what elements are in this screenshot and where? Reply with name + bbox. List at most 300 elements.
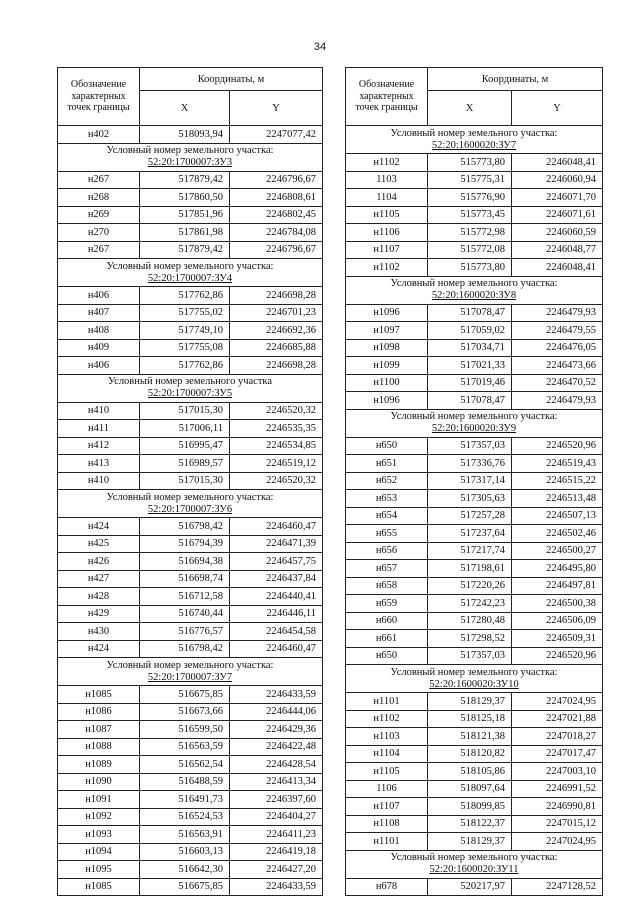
point-id: н1105 [346,763,428,781]
x-coordinate: 517860,50 [140,189,230,207]
table-row [346,171,603,189]
y-coordinate: 2246534,85 [230,437,323,455]
table-row [58,518,323,536]
parcel-number: 52:20:1700007:ЗУ3 [147,157,233,168]
header-x: X [428,91,512,126]
x-coordinate: 516995,47 [140,437,230,455]
x-coordinate: 518099,85 [428,798,512,816]
table-row [58,588,323,606]
y-coordinate: 2247077,42 [230,126,323,144]
table-row [346,357,603,375]
section-row [58,658,323,686]
y-coordinate: 2246497,81 [512,577,603,595]
section-row [346,126,603,154]
y-coordinate: 2246444,06 [230,703,323,721]
x-coordinate: 517006,11 [140,420,230,438]
point-id: н406 [58,287,140,305]
y-coordinate: 2246519,12 [230,455,323,473]
point-id: н1105 [346,206,428,224]
y-coordinate: 2246422,48 [230,738,323,756]
point-id: н1096 [346,392,428,410]
table-row [58,339,323,357]
y-coordinate: 2246479,55 [512,322,603,340]
parcel-number: 52:20:1600020:ЗУ9 [431,423,517,434]
point-id: н1090 [58,773,140,791]
point-id: н1092 [58,808,140,826]
table-row [58,738,323,756]
x-coordinate: 517762,86 [140,287,230,305]
point-id: н657 [346,560,428,578]
table-row [58,686,323,704]
x-coordinate: 518125,18 [428,710,512,728]
x-coordinate: 517305,63 [428,490,512,508]
point-id: н426 [58,553,140,571]
table-row [346,878,603,896]
y-coordinate: 2246520,32 [230,472,323,490]
y-coordinate: 2246437,84 [230,570,323,588]
y-coordinate: 2246495,80 [512,560,603,578]
y-coordinate: 2246460,47 [230,640,323,658]
x-coordinate: 517280,48 [428,612,512,630]
section-title [346,850,603,878]
y-coordinate: 2246048,77 [512,241,603,259]
table-row [346,612,603,630]
point-id: н1091 [58,791,140,809]
section-title [58,374,323,402]
y-coordinate: 2246692,36 [230,322,323,340]
table-row [346,728,603,746]
table-row [346,763,603,781]
point-id: н424 [58,640,140,658]
point-id: н650 [346,437,428,455]
x-coordinate: 517220,26 [428,577,512,595]
x-coordinate: 515773,80 [428,154,512,172]
section-title [346,665,603,693]
point-id: н1097 [346,322,428,340]
y-coordinate: 2246784,08 [230,224,323,242]
x-coordinate: 516562,54 [140,756,230,774]
section-title [58,490,323,518]
point-id: н409 [58,339,140,357]
y-coordinate: 2246509,31 [512,630,603,648]
section-title [58,658,323,686]
table-row [58,791,323,809]
point-id: н658 [346,577,428,595]
section-title [58,259,323,287]
y-coordinate: 2246433,59 [230,878,323,896]
table-row [346,455,603,473]
point-id: н1087 [58,721,140,739]
point-id: н1096 [346,304,428,322]
x-coordinate: 518129,37 [428,833,512,851]
section-label: Условный номер земельного участка: [106,491,274,503]
y-coordinate: 2246520,32 [230,402,323,420]
y-coordinate: 2246446,11 [230,605,323,623]
point-id: н430 [58,623,140,641]
x-coordinate: 516563,91 [140,826,230,844]
table-row [346,780,603,798]
y-coordinate: 2246060,59 [512,224,603,242]
table-row [346,525,603,543]
header-coordinates: Координаты, м [140,68,323,91]
y-coordinate: 2247024,95 [512,833,603,851]
table-row [58,206,323,224]
point-id: н412 [58,437,140,455]
table-row [346,437,603,455]
y-coordinate: 2246535,35 [230,420,323,438]
section-row [346,850,603,878]
x-coordinate: 517078,47 [428,304,512,322]
x-coordinate: 517257,28 [428,507,512,525]
section-label: Условный номер земельного участка: [106,659,274,671]
x-coordinate: 516740,44 [140,605,230,623]
x-coordinate: 517242,23 [428,595,512,613]
point-id: н1089 [58,756,140,774]
section-label: Условный номер земельного участка [107,376,273,387]
x-coordinate: 517755,02 [140,304,230,322]
x-coordinate: 518129,37 [428,693,512,711]
table-row [58,553,323,571]
table-row [58,189,323,207]
page-number: 34 [313,41,327,53]
point-id: н267 [58,241,140,259]
table-row [346,577,603,595]
point-id: н661 [346,630,428,648]
point-id: н1100 [346,374,428,392]
y-coordinate: 2246404,27 [230,808,323,826]
y-coordinate: 2246433,59 [230,686,323,704]
table-row [346,798,603,816]
y-coordinate: 2247024,95 [512,693,603,711]
x-coordinate: 517762,86 [140,357,230,375]
x-coordinate: 516798,42 [140,518,230,536]
table-row [346,560,603,578]
table-row [346,710,603,728]
header-point-designation: Обозначение характерных точек границы [346,68,428,126]
point-id: н1098 [346,339,428,357]
header-point-designation: Обозначение характерных точек границы [58,68,140,126]
parcel-number: 52:20:1600020:ЗУ10 [429,678,519,690]
y-coordinate: 2246071,61 [512,206,603,224]
point-id: н654 [346,507,428,525]
point-id: н678 [346,878,428,896]
x-coordinate: 516603,13 [140,843,230,861]
point-id: н659 [346,595,428,613]
y-coordinate: 2246428,54 [230,756,323,774]
x-coordinate: 516675,85 [140,878,230,896]
point-id: н655 [346,525,428,543]
x-coordinate: 517078,47 [428,392,512,410]
parcel-number: 52:20:1600020:ЗУ7 [431,139,517,151]
table-row [346,693,603,711]
table-row [58,756,323,774]
point-id: 1106 [346,780,428,798]
y-coordinate: 2247003,10 [512,763,603,781]
x-coordinate: 517749,10 [140,322,230,340]
y-coordinate: 2246457,75 [230,553,323,571]
y-coordinate: 2246440,41 [230,588,323,606]
y-coordinate: 2246413,34 [230,773,323,791]
y-coordinate: 2246071,70 [512,189,603,207]
y-coordinate: 2246698,28 [230,287,323,305]
point-id: н1085 [58,686,140,704]
y-coordinate: 2246411,23 [230,826,323,844]
x-coordinate: 517317,14 [428,472,512,490]
x-coordinate: 516989,57 [140,455,230,473]
table-row [58,322,323,340]
point-id: н1099 [346,357,428,375]
table-row [58,605,323,623]
table-row [346,630,603,648]
point-id: н413 [58,455,140,473]
x-coordinate: 516673,66 [140,703,230,721]
table-row [58,455,323,473]
table-row [58,808,323,826]
x-coordinate: 517851,96 [140,206,230,224]
x-coordinate: 516491,73 [140,791,230,809]
section-label: Условный номер земельного участка: [106,260,274,272]
x-coordinate: 517021,33 [428,357,512,375]
point-id: н1108 [346,815,428,833]
y-coordinate: 2246471,39 [230,535,323,553]
x-coordinate: 517879,42 [140,171,230,189]
point-id: н429 [58,605,140,623]
y-coordinate: 2246479,93 [512,304,603,322]
section-title [346,126,603,154]
table-row [58,843,323,861]
point-id: н1101 [346,833,428,851]
x-coordinate: 517357,03 [428,437,512,455]
table-row [58,126,323,144]
x-coordinate: 516776,57 [140,623,230,641]
point-id: н1085 [58,878,140,896]
point-id: н1102 [346,259,428,277]
table-body-right [346,126,603,896]
table-row [58,224,323,242]
point-id: н1107 [346,241,428,259]
table-row [58,304,323,322]
table-row [58,420,323,438]
y-coordinate: 2246808,61 [230,189,323,207]
parcel-number: 52:20:1600020:ЗУ11 [429,864,519,875]
x-coordinate: 517755,08 [140,339,230,357]
y-coordinate: 2246796,67 [230,241,323,259]
point-id: н650 [346,647,428,665]
x-coordinate: 516563,59 [140,738,230,756]
y-coordinate: 2247128,52 [512,878,603,896]
x-coordinate: 517298,52 [428,630,512,648]
x-coordinate: 516698,74 [140,570,230,588]
table-row [58,287,323,305]
y-coordinate: 2246515,22 [512,472,603,490]
table-row [58,472,323,490]
y-coordinate: 2246048,41 [512,154,603,172]
y-coordinate: 2246990,81 [512,798,603,816]
section-row [346,665,603,693]
header-x: X [140,91,230,126]
section-row [346,276,603,304]
section-label: Условный номер земельного участка: [390,666,558,678]
x-coordinate: 515773,80 [428,259,512,277]
point-id: н410 [58,472,140,490]
x-coordinate: 515776,90 [428,189,512,207]
point-id: н1093 [58,826,140,844]
point-id: н1088 [58,738,140,756]
x-coordinate: 515773,45 [428,206,512,224]
x-coordinate: 516798,42 [140,640,230,658]
y-coordinate: 2246507,13 [512,507,603,525]
y-coordinate: 2246473,66 [512,357,603,375]
section-row [58,259,323,287]
table-row [346,189,603,207]
table-row [58,623,323,641]
point-id: н268 [58,189,140,207]
x-coordinate: 517217,74 [428,542,512,560]
table-row [346,339,603,357]
x-coordinate: 518120,82 [428,745,512,763]
table-row [346,815,603,833]
parcel-number: 52:20:1700007:ЗУ4 [147,272,233,284]
y-coordinate: 2246470,52 [512,374,603,392]
section-label: Условный номер земельного участка: [390,278,558,289]
y-coordinate: 2247021,88 [512,710,603,728]
x-coordinate: 518093,94 [140,126,230,144]
x-coordinate: 518105,86 [428,763,512,781]
point-id: н1104 [346,745,428,763]
table-row [346,206,603,224]
point-id: н411 [58,420,140,438]
parcel-number: 52:20:1700007:ЗУ6 [147,503,233,515]
table-row [346,374,603,392]
section-label: Условный номер земельного участка: [390,127,558,139]
x-coordinate: 518097,64 [428,780,512,798]
x-coordinate: 516675,85 [140,686,230,704]
section-title [58,143,323,171]
x-coordinate: 517019,46 [428,374,512,392]
y-coordinate: 2247017,47 [512,745,603,763]
point-id: н660 [346,612,428,630]
y-coordinate: 2246520,96 [512,647,603,665]
y-coordinate: 2246500,27 [512,542,603,560]
table-row [58,570,323,588]
x-coordinate: 517336,76 [428,455,512,473]
point-id: н267 [58,171,140,189]
section-label: Условный номер земельного участка: [106,145,274,156]
x-coordinate: 516599,50 [140,721,230,739]
y-coordinate: 2246513,48 [512,490,603,508]
table-row [346,154,603,172]
y-coordinate: 2246476,05 [512,339,603,357]
point-id: н656 [346,542,428,560]
table-row [346,241,603,259]
x-coordinate: 517034,71 [428,339,512,357]
y-coordinate: 2246991,52 [512,780,603,798]
coordinates-table-left [57,67,323,896]
point-id: н1102 [346,710,428,728]
point-id: н1086 [58,703,140,721]
table-row [58,357,323,375]
point-id: н653 [346,490,428,508]
table-row [58,171,323,189]
point-id: н651 [346,455,428,473]
point-id: н1107 [346,798,428,816]
y-coordinate: 2246397,60 [230,791,323,809]
table-row [58,721,323,739]
y-coordinate: 2247018,27 [512,728,603,746]
x-coordinate: 517879,42 [140,241,230,259]
coordinates-table-right [345,67,603,896]
y-coordinate: 2246429,36 [230,721,323,739]
x-coordinate: 517198,61 [428,560,512,578]
header-y: Y [512,91,603,126]
point-id: н402 [58,126,140,144]
y-coordinate: 2246454,58 [230,623,323,641]
point-id: 1104 [346,189,428,207]
x-coordinate: 517861,98 [140,224,230,242]
parcel-number: 52:20:1600020:ЗУ8 [431,290,517,301]
point-id: н1101 [346,693,428,711]
x-coordinate: 520217,97 [428,878,512,896]
point-id: н406 [58,357,140,375]
y-coordinate: 2246500,38 [512,595,603,613]
table-row [346,833,603,851]
point-id: н427 [58,570,140,588]
section-title [346,409,603,437]
point-id: н1095 [58,861,140,879]
table-row [346,507,603,525]
table-row [346,490,603,508]
point-id: н407 [58,304,140,322]
y-coordinate: 2246519,43 [512,455,603,473]
section-title [346,276,603,304]
x-coordinate: 516694,38 [140,553,230,571]
section-label: Условный номер земельного участка: [390,852,558,863]
parcel-number: 52:20:1700007:ЗУ5 [147,388,233,399]
y-coordinate: 2246479,93 [512,392,603,410]
table-row [58,773,323,791]
table-row [346,745,603,763]
point-id: н428 [58,588,140,606]
y-coordinate: 2246698,28 [230,357,323,375]
point-id: н424 [58,518,140,536]
y-coordinate: 2246427,20 [230,861,323,879]
y-coordinate: 2246701,23 [230,304,323,322]
y-coordinate: 2246502,46 [512,525,603,543]
table-body-left [58,126,323,896]
table-row [58,878,323,896]
table-row [58,535,323,553]
point-id: н652 [346,472,428,490]
parcel-number: 52:20:1700007:ЗУ7 [147,671,233,683]
table-row [58,640,323,658]
x-coordinate: 516524,53 [140,808,230,826]
y-coordinate: 2246685,88 [230,339,323,357]
y-coordinate: 2246048,41 [512,259,603,277]
x-coordinate: 517237,64 [428,525,512,543]
x-coordinate: 517357,03 [428,647,512,665]
table-row [346,595,603,613]
y-coordinate: 2246796,67 [230,171,323,189]
table-row [58,861,323,879]
table-row [346,304,603,322]
x-coordinate: 517059,02 [428,322,512,340]
header-coordinates: Координаты, м [428,68,603,91]
y-coordinate: 2246460,47 [230,518,323,536]
point-id: н269 [58,206,140,224]
point-id: н425 [58,535,140,553]
section-label: Условный номер земельного участка: [390,411,558,422]
y-coordinate: 2246506,09 [512,612,603,630]
